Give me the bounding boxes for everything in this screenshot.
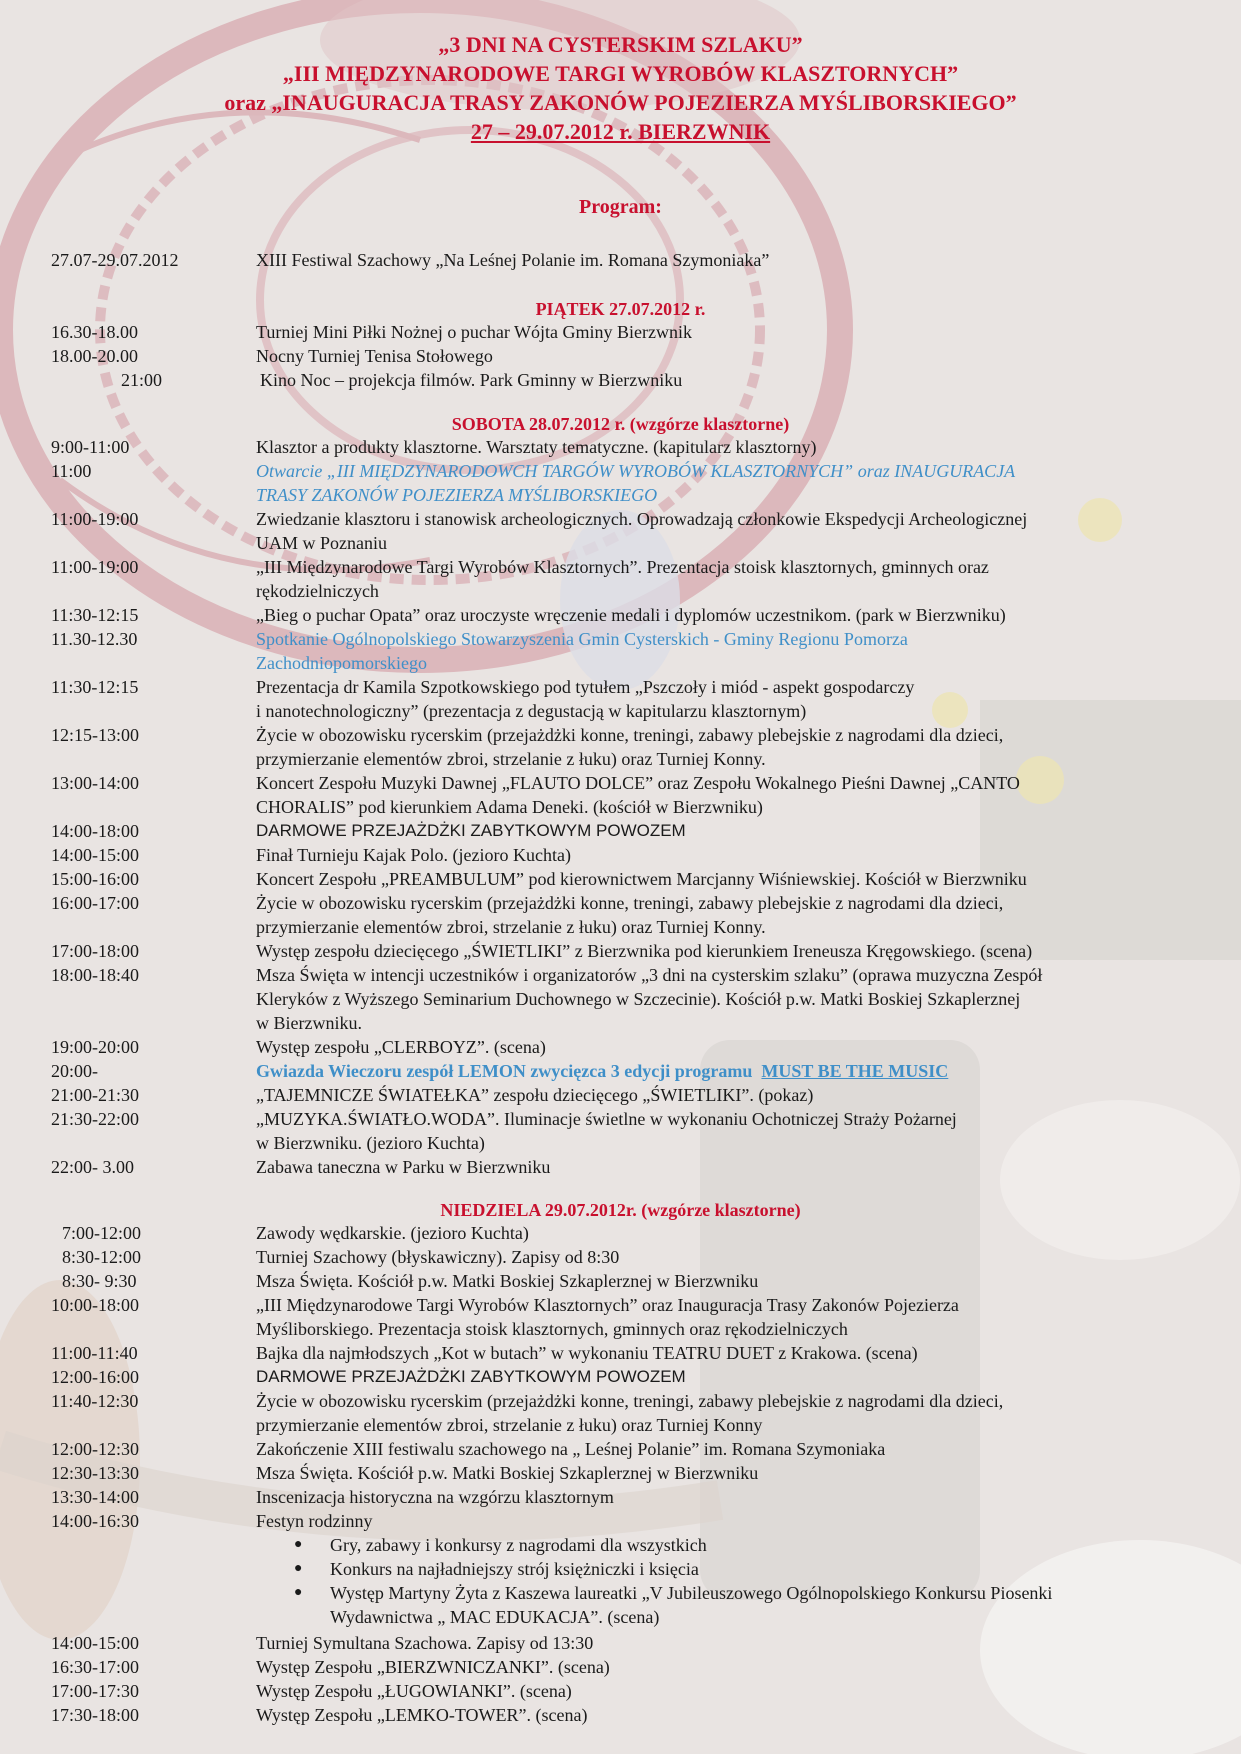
- event-description: Życie w obozowisku rycerskim (przejażdżki konne, treningi, zabawy plebejskie z nagrodami dla dzieci,: [256, 1391, 1004, 1411]
- event-description: Festyn rodzinny: [256, 1511, 373, 1531]
- time-cell: 12:00-12:30: [51, 1439, 139, 1459]
- program-title: Program:: [579, 196, 662, 218]
- bullet-icon: ●: [294, 1561, 303, 1576]
- event-description: Msza Święta. Kościół p.w. Matki Boskiej Szkaplerznej w Bierzwniku: [256, 1463, 759, 1483]
- event-description: Koncert Zespołu Muzyki Dawnej „FLAUTO DOLCE” oraz Zespołu Wokalnego Pieśni Dawnej „CANTO: [256, 773, 1020, 793]
- time-cell: 9:00-11:00: [51, 437, 130, 457]
- event-description: Występ Zespołu „LEMKO-TOWER”. (scena): [256, 1705, 588, 1725]
- event-description: w Bierzwniku. (jezioro Kuchta): [256, 1133, 485, 1153]
- time-cell: 17:00-18:00: [51, 941, 139, 961]
- event-description: Otwarcie „III MIĘDZYNARODOWCH TARGÓW WYROBÓW KLASZTORNYCH” oraz INAUGURACJA: [256, 461, 1016, 481]
- event-description: i nanotechnologiczny” (prezentacja z degustacją w kapitularzu klasztornym): [256, 701, 807, 721]
- time-cell: 8:30- 9:30: [62, 1271, 137, 1291]
- event-description: [256, 1059, 1196, 1083]
- must-be-the-music-link[interactable]: MUST BE THE MUSIC: [761, 1061, 949, 1081]
- time-cell: 15:00-16:00: [51, 869, 139, 889]
- event-description: Występ Zespołu „ŁUGOWIANKI”. (scena): [256, 1681, 572, 1701]
- event-description: Turniej Mini Piłki Nożnej o puchar Wójta Gminy Bierzwnik: [256, 322, 692, 342]
- time-cell: 8:30-12:00: [62, 1247, 141, 1267]
- time-cell: 11:00: [51, 461, 92, 481]
- event-description: Zabawa taneczna w Parku w Bierzwniku: [256, 1157, 551, 1177]
- time-cell: 17:00-17:30: [51, 1681, 139, 1701]
- event-description: Zachodniopomorskiego: [256, 653, 427, 673]
- time-cell: 13:30-14:00: [51, 1487, 139, 1507]
- time-cell: 14:00-16:30: [51, 1511, 139, 1531]
- time-cell: 19:00-20:00: [51, 1037, 139, 1057]
- time-cell: 16.30-18.00: [51, 322, 138, 342]
- bullet-list-item-continuation: [0, 1605, 1241, 1629]
- time-cell: 11:30-12:15: [51, 605, 139, 625]
- bullet-list-item: [0, 1581, 1241, 1605]
- event-description: przymierzanie elementów zbroi, strzelanie z łuku) oraz Turniej Konny.: [256, 917, 766, 937]
- time-cell: 16:00-17:00: [51, 893, 139, 913]
- bullet-list-item: [0, 1533, 1241, 1557]
- event-description: Nocny Turniej Tenisa Stołowego: [256, 346, 493, 366]
- time-cell: 11.30-12.30: [51, 629, 138, 649]
- event-description: UAM w Poznaniu: [256, 533, 387, 553]
- event-description: Życie w obozowisku rycerskim (przejażdżki konne, treningi, zabawy plebejskie z nagrodami dla dzieci,: [256, 893, 1004, 913]
- event-description: Msza Święta. Kościół p.w. Matki Boskiej Szkaplerznej w Bierzwniku: [256, 1271, 759, 1291]
- event-description: Koncert Zespołu „PREAMBULUM” pod kierownictwem Marcjanny Wiśniewskiej. Kościół w Bierzwniku: [256, 869, 1027, 889]
- event-description: Zwiedzanie klasztoru i stanowisk archeologicznych. Oprowadzają członkowie Ekspedycji Archeologicznej: [256, 509, 1028, 529]
- time-cell: 22:00- 3.00: [51, 1157, 134, 1177]
- event-description: Występ Zespołu „BIERZWNICZANKI”. (scena): [256, 1657, 610, 1677]
- bullet-icon: ●: [294, 1537, 303, 1552]
- event-header: [0, 30, 1241, 146]
- time-cell: 11:40-12:30: [51, 1391, 139, 1411]
- event-description: w Bierzwniku.: [256, 1013, 362, 1033]
- event-title-line-2: „III MIĘDZYNARODOWE TARGI WYROBÓW KLASZTORNYCH”: [282, 61, 959, 86]
- event-description: CHORALIS” pod kierunkiem Adama Deneki. (kościół w Bierzwniku): [256, 797, 763, 817]
- event-description: Bajka dla najmłodszych „Kot w butach” w wykonaniu TEATRU DUET z Krakowa. (scena): [256, 1343, 918, 1363]
- friday-heading: PIĄTEK 27.07.2012 r.: [535, 299, 706, 319]
- time-cell: 11:00-19:00: [51, 509, 139, 529]
- time-cell: 16:30-17:00: [51, 1657, 139, 1677]
- time-cell: 27.07-29.07.2012: [51, 250, 179, 270]
- event-title-line-3: oraz „INAUGURACJA TRASY ZAKONÓW POJEZIERZA MYŚLIBORSKIEGO”: [224, 90, 1017, 115]
- bullet-icon: ●: [294, 1585, 303, 1600]
- time-cell: 18.00-20.00: [51, 346, 138, 366]
- time-cell: 21:00-21:30: [51, 1085, 139, 1105]
- event-description: Finał Turnieju Kajak Polo. (jezioro Kuchta): [256, 845, 571, 865]
- bullet-text: Wydawnictwa „ MAC EDUKACJA”. (scena): [330, 1607, 660, 1627]
- event-description: Turniej Symultana Szachowa. Zapisy od 13:30: [256, 1633, 594, 1653]
- event-description: rękodzielniczych: [256, 581, 379, 601]
- time-cell: 13:00-14:00: [51, 773, 139, 793]
- time-cell: 10:00-18:00: [51, 1295, 139, 1315]
- time-cell: 21:00: [120, 370, 162, 390]
- event-description: Zawody wędkarskie. (jezioro Kuchta): [256, 1223, 529, 1243]
- time-cell: 14:00-15:00: [51, 845, 139, 865]
- time-cell: 14:00-15:00: [51, 1633, 139, 1653]
- event-description: Klasztor a produkty klasztorne. Warsztaty tematyczne. (kapitularz klasztorny): [256, 437, 817, 457]
- time-cell: 18:00-18:40: [51, 965, 139, 985]
- event-description: Spotkanie Ogólnopolskiego Stowarzyszenia Gmin Cysterskich - Gminy Regionu Pomorza: [256, 629, 908, 649]
- event-description: Prezentacja dr Kamila Szpotkowskiego pod tytułem „Pszczoły i miód - aspekt gospodarczy: [256, 677, 915, 697]
- time-cell: 11:00-19:00: [51, 557, 139, 577]
- time-cell: 12:15-13:00: [51, 725, 139, 745]
- event-date-place: 27 – 29.07.2012 r. BIERZWNIK: [470, 119, 771, 144]
- time-cell: 11:00-11:40: [51, 1343, 138, 1363]
- time-cell: 7:00-12:00: [62, 1223, 141, 1243]
- event-description: Występ zespołu dziecięcego „ŚWIETLIKI” z Bierzwnika pod kierunkiem Ireneusza Kręgowskiego. (scena): [256, 941, 1033, 961]
- bullet-text: Występ Martyny Żyta z Kaszewa laureatki „V Jubileuszowego Ogólnopolskiego Konkursu Piosenki: [330, 1583, 1053, 1603]
- event-description: DARMOWE PRZEJAŻDŻKI ZABYTKOWYM POWOZEM: [256, 1367, 686, 1386]
- event-description: „TAJEMNICZE ŚWIATEŁKA” zespołu dziecięcego „ŚWIETLIKI”. (pokaz): [256, 1085, 814, 1105]
- time-cell: 14:00-18:00: [51, 821, 139, 841]
- event-description: przymierzanie elementów zbroi, strzelanie z łuku) oraz Turniej Konny.: [256, 749, 766, 769]
- time-cell: 20:00-: [51, 1061, 98, 1081]
- event-description: przymierzanie elementów zbroi, strzelanie z łuku) oraz Turniej Konny: [256, 1415, 763, 1435]
- time-cell: 17:30-18:00: [51, 1705, 139, 1725]
- sunday-heading: NIEDZIELA 29.07.2012r. (wzgórze klasztorne): [440, 1200, 801, 1220]
- event-description: Kleryków z Wyższego Seminarium Duchownego w Szczecinie). Kościół p.w. Matki Boskiej Szkaplerznej: [256, 989, 1021, 1009]
- event-description: XIII Festiwal Szachowy „Na Leśnej Polanie im. Romana Szymoniaka”: [256, 250, 770, 270]
- time-cell: 11:30-12:15: [51, 677, 139, 697]
- event-description: Występ zespołu „CLERBOYZ”. (scena): [256, 1037, 546, 1057]
- headliner-text: Gwiazda Wieczoru zespół LEMON zwycięzca 3 edycji programu: [256, 1061, 753, 1081]
- event-description: DARMOWE PRZEJAŻDŻKI ZABYTKOWYM POWOZEM: [256, 821, 686, 840]
- time-cell: 12:00-16:00: [51, 1367, 139, 1387]
- event-description: Turniej Szachowy (błyskawiczny). Zapisy od 8:30: [256, 1247, 620, 1267]
- bullet-text: Konkurs na najładniejszy strój księżniczki i księcia: [330, 1559, 699, 1579]
- event-description: Myśliborskiego. Prezentacja stoisk klasztornych, gminnych oraz rękodzielniczych: [256, 1319, 848, 1339]
- saturday-heading: SOBOTA 28.07.2012 r. (wzgórze klasztorne): [451, 414, 790, 434]
- event-description: „Bieg o puchar Opata” oraz uroczyste wręczenie medali i dyplomów uczestnikom. (park w Bierzwniku): [256, 605, 1006, 625]
- event-description: Kino Noc – projekcja filmów. Park Gminny w Bierzwniku: [260, 370, 683, 390]
- event-description: „MUZYKA.ŚWIATŁO.WODA”. Iluminacje świetlne w wykonaniu Ochotniczej Straży Pożarnej: [256, 1109, 957, 1129]
- time-cell: 21:30-22:00: [51, 1109, 139, 1129]
- bullet-text: Gry, zabawy i konkursy z nagrodami dla wszystkich: [330, 1535, 707, 1555]
- event-description: „III Międzynarodowe Targi Wyrobów Klasztornych” oraz Inauguracja Trasy Zakonów Pojezierza: [256, 1295, 959, 1315]
- event-description: Inscenizacja historyczna na wzgórzu klasztornym: [256, 1487, 614, 1507]
- event-title-line-1: „3 DNI NA CYSTERSKIM SZLAKU”: [438, 32, 803, 57]
- bullet-list-item: [0, 1557, 1241, 1581]
- event-description: Msza Święta w intencji uczestników i organizatorów „3 dni na cysterskim szlaku” (oprawa muzyczna Zespół: [256, 965, 1043, 985]
- event-description: Zakończenie XIII festiwalu szachowego na „ Leśnej Polanie” im. Romana Szymoniaka: [256, 1439, 886, 1459]
- event-description: TRASY ZAKONÓW POJEZIERZA MYŚLIBORSKIEGO: [256, 485, 658, 505]
- event-description: „III Międzynarodowe Targi Wyrobów Klasztornych”. Prezentacja stoisk klasztornych, gminnych oraz: [256, 557, 989, 577]
- event-description: Życie w obozowisku rycerskim (przejażdżki konne, treningi, zabawy plebejskie z nagrodami dla dzieci,: [256, 725, 1004, 745]
- time-cell: 12:30-13:30: [51, 1463, 139, 1483]
